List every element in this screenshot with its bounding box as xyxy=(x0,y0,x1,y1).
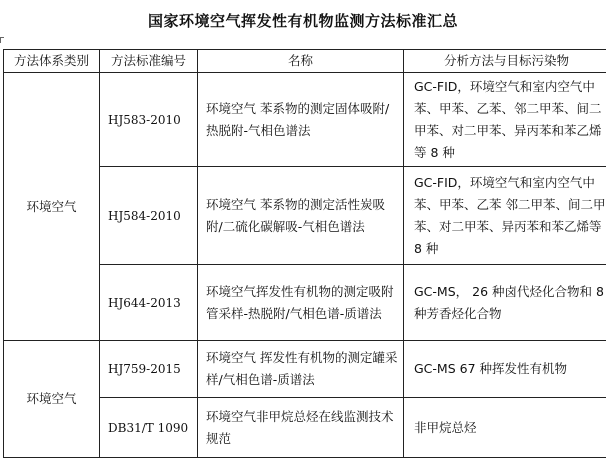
analysis-text: 非甲烷总烃 xyxy=(404,398,606,458)
standard-code: HJ759-2015 xyxy=(100,341,198,398)
analysis-text: GC-FID，环境空气和室内空气中苯、甲苯、乙苯、邻二甲苯、间二甲苯、对二甲苯、异丙苯和苯乙烯等 8 种 xyxy=(404,73,606,167)
category-cell: 环境空气 xyxy=(4,341,100,458)
analysis-text: GC-MS 67 种挥发性有机物 xyxy=(404,341,606,398)
header-analysis: 分析方法与目标污染物 xyxy=(404,50,606,73)
category-cell: 环境空气 xyxy=(4,73,100,341)
header-name: 名称 xyxy=(198,50,404,73)
standard-code: HJ584-2010 xyxy=(100,167,198,265)
standard-name: 环境空气 挥发性有机物的测定罐采样/气相色谱-质谱法 xyxy=(198,341,404,398)
standard-code: HJ644-2013 xyxy=(100,265,198,341)
header-code: 方法标准编号 xyxy=(100,50,198,73)
standard-name: 环境空气 苯系物的测定活性炭吸附/二硫化碳解吸-气相色谱法 xyxy=(198,167,404,265)
standard-name: 环境空气挥发性有机物的测定吸附管采样-热脱附/气相色谱-质谱法 xyxy=(198,265,404,341)
header-category: 方法体系类别 xyxy=(4,50,100,73)
standard-name: 环境空气 苯系物的测定固体吸附/热脱附-气相色谱法 xyxy=(198,73,404,167)
table-row xyxy=(4,73,606,167)
document-title: 国家环境空气挥发性有机物监测方法标准汇总 xyxy=(147,12,458,30)
header-row xyxy=(4,50,606,73)
standard-code: HJ583-2010 xyxy=(100,73,198,167)
analysis-text: GC-MS， 26 种卤代烃化合物和 8 种芳香烃化合物 xyxy=(404,265,606,341)
table-row xyxy=(4,341,606,398)
standard-code: DB31/T 1090 xyxy=(100,398,198,458)
table-anchor-mark xyxy=(0,37,4,43)
standard-name: 环境空气非甲烷总烃在线监测技术规范 xyxy=(198,398,404,458)
analysis-text: GC-FID，环境空气和室内空气中苯、甲苯、乙苯 邻二甲苯、间二甲苯、对二甲苯、异丙苯和苯乙烯等 8 种 xyxy=(404,167,606,265)
standards-table xyxy=(3,49,606,458)
